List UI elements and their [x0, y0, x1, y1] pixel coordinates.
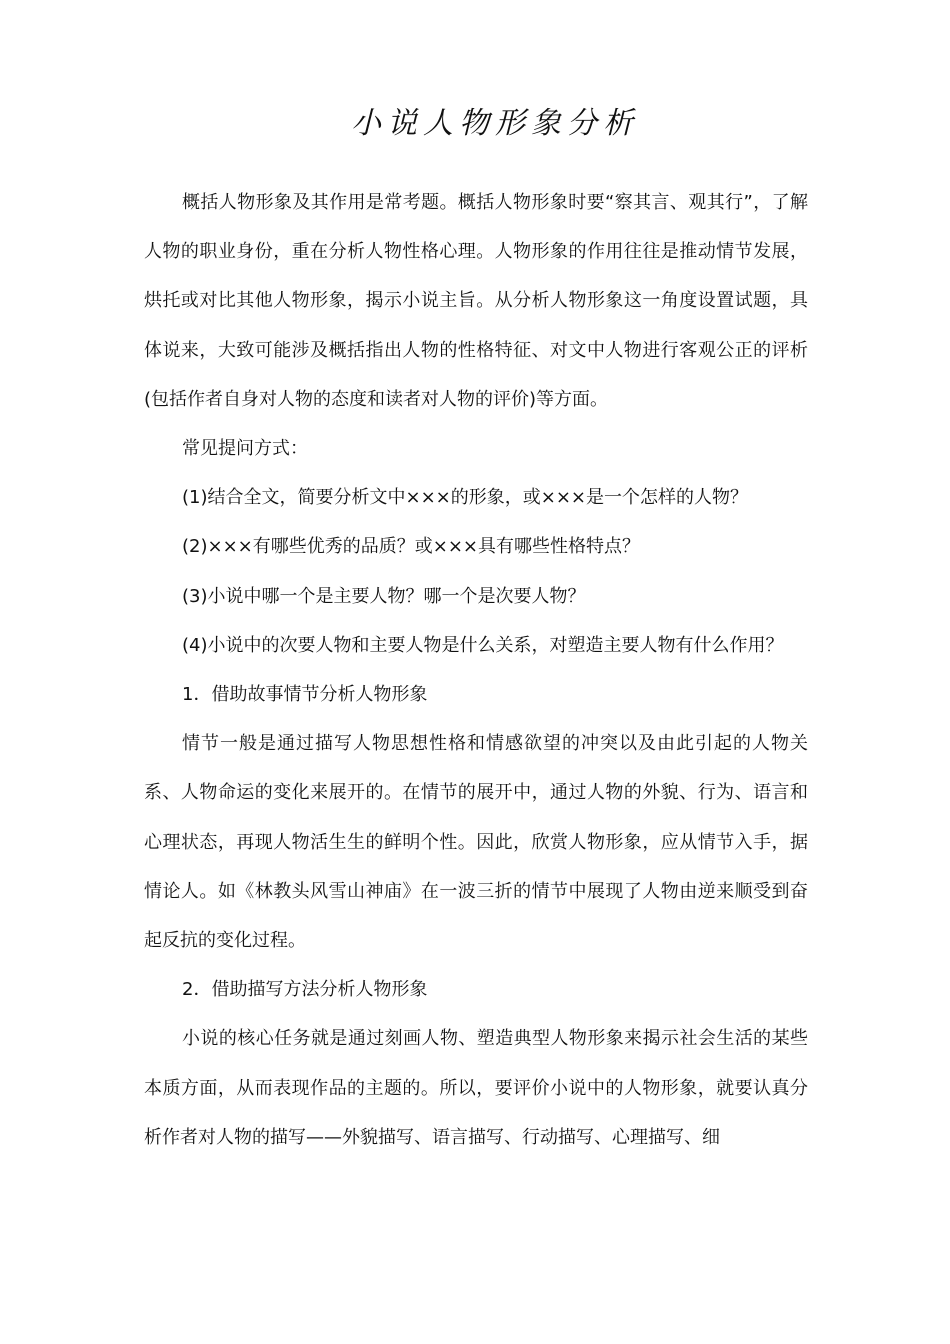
section-heading-1: 1．借助故事情节分析人物形象 [182, 684, 428, 706]
section-paragraph-1: 情节一般是通过描写人物思想性格和情感欲望的冲突以及由此引起的人物关系、人物命运的变化来展开的。在情节的展开中，通过人物的外貌、行为、语言和心理状态，再现人物活生生的鲜明个性。因此，欣赏人物形象，应从情节入手，据情论人。如《林教头风雪山神庙》在一波三折的情节中展现了人物由逆来顺受到奋起反抗的变化过程。 [144, 733, 808, 952]
question-types-heading: 常见提问方式： [182, 438, 308, 460]
question-item-4: (4)小说中的次要人物和主要人物是什么关系，对塑造主要人物有什么作用？ [182, 634, 784, 656]
intro-paragraph: 概括人物形象及其作用是常考题。概括人物形象时要“察其言、观其行”，了解人物的职业身份，重在分析人物性格心理。人物形象的作用往往是推动情节发展，烘托或对比其他人物形象，揭示小说主旨。从分析人物形象这一角度设置试题，具体说来，大致可能涉及概括指出人物的性格特征、对文中人物进行客观公正的评析(包括作者自身对人物的态度和读者对人物的评价)等方面。 [144, 192, 808, 410]
question-item-2: (2)×××有哪些优秀的品质？或×××具有哪些性格特点？ [182, 536, 640, 558]
section-heading-2: 2．借助描写方法分析人物形象 [182, 979, 428, 1001]
document-title: 小说人物形象分析 [351, 106, 639, 141]
document-body [144, 178, 808, 1162]
section-paragraph-2: 小说的核心任务就是通过刻画人物、塑造典型人物形象来揭示社会生活的某些本质方面，从而表现作品的主题的。所以，要评价小说中的人物形象，就要认真分析作者对人物的描写——外貌描写、语言描写、行动描写、心理描写、细 [144, 1028, 808, 1148]
question-item-3: (3)小说中哪一个是主要人物？哪一个是次要人物？ [182, 585, 586, 607]
question-item-1: (1)结合全文，简要分析文中×××的形象，或×××是一个怎样的人物？ [182, 487, 748, 509]
